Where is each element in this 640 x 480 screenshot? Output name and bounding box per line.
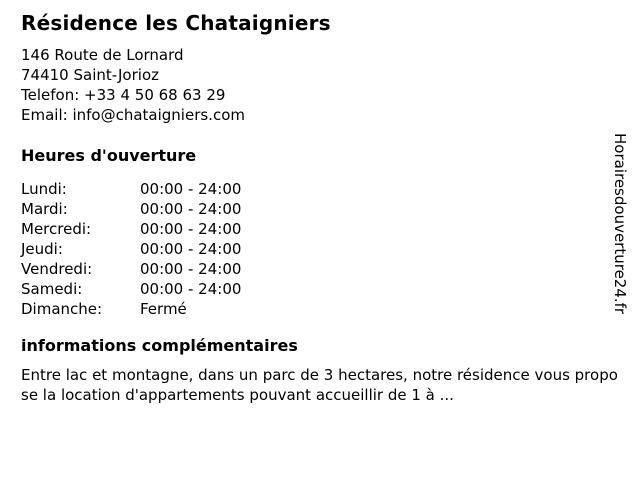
phone-value: +33 4 50 68 63 29 [84,86,226,104]
email-value: info@chataigniers.com [72,106,245,124]
hours-row-wednesday [21,219,640,239]
hours-row-thursday [21,239,640,259]
hours-heading: Heures d'ouverture [21,146,197,165]
day-label: Vendredi: [21,260,93,278]
page-title: Résidence les Chataigniers [21,11,331,35]
phone-label: Telefon: [21,86,80,104]
hours-list [21,179,640,319]
info-text: Entre lac et montagne, dans un parc de 3 hectares, notre résidence vous propose la location d'appartements pouvant accueillir de 1 à ... [21,366,618,404]
day-label: Mercredi: [21,220,92,238]
day-label: Dimanche: [21,300,103,318]
address-city: 74410 Saint-Jorioz [21,66,159,84]
hours-row-monday [21,179,640,199]
email-line [21,105,640,125]
address-street: 146 Route de Lornard [21,46,184,64]
day-label: Samedi: [21,280,83,298]
hours-row-sunday [21,299,640,319]
day-hours: 00:00 - 24:00 [140,180,242,198]
hours-row-tuesday [21,199,640,219]
day-hours: 00:00 - 24:00 [140,260,242,278]
phone-line [21,85,640,105]
day-hours: 00:00 - 24:00 [140,280,242,298]
day-hours: 00:00 - 24:00 [140,200,242,218]
watermark-vertical: Horairesdouverture24.fr [611,133,629,315]
hours-row-saturday [21,279,640,299]
day-label: Jeudi: [21,240,63,258]
day-hours: 00:00 - 24:00 [140,220,242,238]
info-heading: informations complémentaires [21,336,298,355]
email-label: Email: [21,106,68,124]
hours-row-friday [21,259,640,279]
day-label: Lundi: [21,180,67,198]
address-block [21,45,640,125]
day-hours: Fermé [140,300,187,318]
day-label: Mardi: [21,200,68,218]
day-hours: 00:00 - 24:00 [140,240,242,258]
